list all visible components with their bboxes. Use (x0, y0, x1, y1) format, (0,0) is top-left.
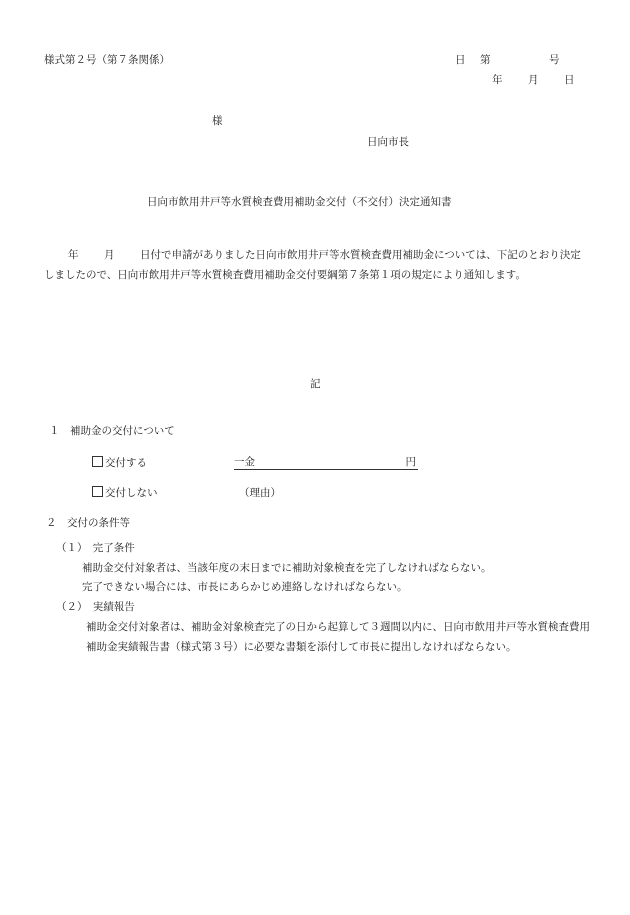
form-number: 様式第２号（第７条関係） (44, 54, 170, 66)
item1-line1: 補助金交付対象者は、当該年度の末日までに補助対象検査を完了しなければならない。 (82, 562, 492, 574)
intro-text: 日付で申請がありました日向市飲用井戸等水質検査費用補助金については、下記のとおり決定しましたので、日向市飲用井戸等水質検査費用補助金交付要綱第７条第１項の規定により通知します。 (44, 249, 581, 281)
sender-name: 日向市長 (367, 136, 409, 148)
date-month: 月 (528, 74, 539, 86)
checkbox-grant[interactable] (92, 456, 103, 467)
amount-suffix: 円 (405, 456, 416, 468)
reason-label: （理由） (239, 487, 281, 499)
item2-text: 補助金交付対象者は、補助金対象検査完了の日から起算して３週間以内に、日向市飲用井戸等水質検査費用補助金実績報告書（様式第３号）に必要な書類を添付して市長に提出しなければならない。 (86, 621, 590, 653)
ki-heading: 記 (310, 378, 321, 390)
date-year: 年 (492, 74, 503, 86)
item1-line2: 完了できない場合には、市長にあらかじめ連絡しなければならない。 (82, 581, 408, 593)
amount-field (234, 456, 418, 470)
option-deny[interactable] (92, 486, 158, 500)
option-grant-label: 交付する (105, 457, 147, 469)
date-day: 日 (564, 74, 575, 86)
amount-prefix: 一金 (234, 456, 255, 468)
doc-no-day: 日 (455, 54, 466, 66)
document-title: 日向市飲用井戸等水質検査費用補助金交付（不交付）決定通知書 (147, 196, 452, 208)
intro-year: 年 (68, 249, 79, 261)
option-grant[interactable] (92, 456, 147, 470)
section1-heading: １ 補助金の交付について (49, 425, 175, 437)
option-deny-label: 交付しない (105, 487, 158, 499)
doc-no-label: 第 (480, 54, 491, 66)
intro-month: 月 (104, 249, 115, 261)
item2-heading: （２） 実績報告 (56, 601, 135, 613)
addressee-honorific: 様 (212, 115, 223, 127)
section2-heading: ２ 交付の条件等 (46, 517, 130, 529)
checkbox-deny[interactable] (92, 486, 103, 497)
doc-no-suffix: 号 (549, 54, 560, 66)
item1-heading: （１） 完了条件 (56, 542, 135, 554)
